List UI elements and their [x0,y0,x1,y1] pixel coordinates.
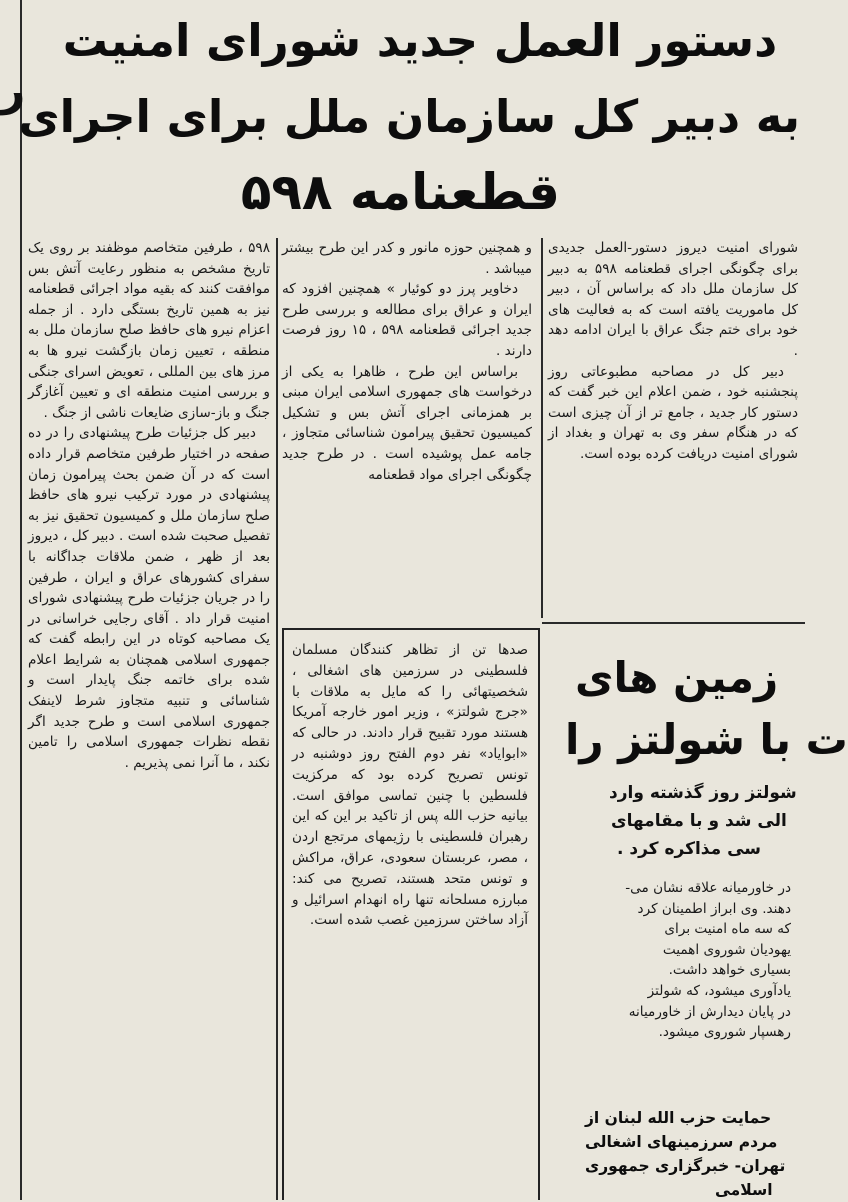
left-column-rule [20,0,22,1200]
main-headline-line-3: قطعنامه ۵۹۸ [240,163,560,221]
side-body-line: رهسپار شوروی میشود. [658,1024,791,1041]
main-column-middle-paragraph: براساس این طرح ، ظاهرا به یکی از درخواست های جمهوری اسلامی ایران مبنی بر همزمانی اجرای آتش بس و تشکیل کمیسیون تحقیق پیرامون شناسائی متجاوز ، جامه عمل پوشیده است . در طرح جدید چگونگی اجرای مواد قطعنامه [282,363,532,483]
main-column-left [28,238,270,773]
main-headline-line-2: به دبیر کل سازمان ملل برای اجرای [18,90,800,143]
main-column-right-paragraph: دبیر کل در مصاحبه مطبوعاتی روز پنجشنبه خود ، ضمن اعلام این خبر گفت که دستور کار جدید ، جامع تر از آن چیزی است که در هنگام سفر وی به تهران و بغداد از شورای امنیت دریافت کرده بوده است. [548,363,798,462]
main-column-right [548,238,798,465]
side-lead-line-1: شولتز روز گذشته وارد [609,783,797,803]
side-lead-line-2: الی شد و با مقامهای [611,811,787,831]
side-body-line: یادآوری میشود، که شولتز [647,982,791,999]
main-headline-line-1: دستور العمل جدید شورای امنیت [62,14,778,67]
side-body-line: در پایان دیدارش از خاورمیانه [628,1003,791,1020]
side-subhead-line-2: مردم سرزمینهای اشغالی [585,1133,778,1151]
side-subhead-line-1: حمایت حزب الله لبنان از [585,1109,772,1127]
side-body-line: یهودیان شوروی اهمیت [662,941,791,958]
side-article-body [559,878,791,1043]
main-column-middle-paragraph: دخاویر پرز دو کوئیار » همچنین افزود که ایران و عراق برای مطالعه و بررسی طرح جدید اجرائی قطعنامه ۵۹۸ ، ۱۵ روز فرصت دارند . [282,281,532,359]
main-column-middle [282,238,532,485]
side-body-line: در خاورمیانه علاقه نشان می- [625,880,791,896]
side-lead-line-3: سی مذاکره کرد . [617,839,761,859]
section-divider [542,622,805,624]
main-column-left-paragraph: دبیر کل جزئیات طرح پیشنهادی را در ده صفحه در اختیار طرفین متخاصم قرار داده است که در آن ضمن بحث پیرامون زمان پیشنهادی در مورد ترکیب نیرو های حافظ صلح سازمان ملل و کمیسیون تحقیق نیز به تفصیل صحبت شده است . دبیر کل ، دیروز بعد از ظهر ، ضمن ملاقات جداگانه با سفرای کشورهای عراق و ایران ، طرفین را در جریان جزئیات طرح پیشنهادی شورای امنیت قرار داد . آقای رجایی خراسانی در یک مصاحبه کوتاه در این رابطه گفت که جمهوری اسلامی همچنان به شرایط اعلام شده برای خاتمه جنگ پایدار است و شناسائی و تنبیه متجاوز شرط لاینفک جمهوری اسلامی است و طرح جدید اگر نقطه نظرات جمهوری اسلامی را تامین نکند ، ما آنرا نمی پذیریم . [28,425,270,771]
side-subhead-line-3: تهران- خبرگزاری جمهوری [585,1157,786,1175]
side-body-line: بسیاری خواهد داشت. [668,962,791,979]
main-column-middle-paragraph: و همچنین حوزه مانور و کدر این طرح بیشتر میباشد . [282,240,532,277]
side-body-line: که سه ماه امنیت برای [664,921,791,938]
side-headline-line-2: ت با شولتز را [565,715,848,764]
column-rule-right [541,238,543,618]
side-headline-line-1: زمین های [575,653,779,702]
main-column-right-paragraph: شورای امنیت دیروز دستور-العمل جدیدی برای چگونگی اجرای قطعنامه ۵۹۸ به دبیر کل سازمان ملل داد که براساس آن ، دبیر کل ماموریت یافته است که به فعالیت های خود برای ختم جنگ عراق با ایران ادامه دهد . [548,240,798,359]
side-subhead-line-4: اسلامی [715,1181,773,1199]
left-edge-fragment: ر [0,65,26,116]
side-body-line: دهند. وی ابراز اطمینان کرد [637,900,791,917]
column-rule-left [276,238,278,1200]
main-column-left-paragraph: ۵۹۸ ، طرفین متخاصم موظفند بر روی یک تاریخ مشخص به منظور رعایت آتش بس موافقت کنند که بقیه مواد اجرائی قطعنامه نیز به همین تاریخ بستگی دارد . از جمله اعزام نیرو های حافظ صلح سازمان ملل به منطقه ، تعیین زمان بازگشت نیرو ها به مرز های بین المللی ، تعویض اسرای جنگی و بررسی امنیت منطقه ای و تعیین آغازگر جنگ و باز-سازی ضایعات ناشی از جنگ . [28,240,270,421]
side-article [545,630,848,1200]
boxed-article-text: صدها تن از تظاهر کنندگان مسلمان فلسطینی در سرزمین های اشغالی ، شخصیتهائی را که مایل به ملاقات با «جرج شولتز» ، وزیر امور خارجه آمریکا هستند مورد تقبیح قرار دادند. در حالی که «ابوایاد» نفر دوم الفتح روز دوشنبه در تونس تصریح کرده بود که مرکزیت فلسطین با چنین تماسی موافق است. بیانیه حزب الله پس از تاکید بر این که این رهبران فلسطینی با رژیمهای مرتجع اردن ، مصر، عربستان سعودی، عراق، مراکش و تونس متحد هستند، تصریح می کند: مبارزه مسلحانه تنها راه انهدام اسرائیل و آزاد ساختن سرزمین غصب شده است. [292,642,528,929]
